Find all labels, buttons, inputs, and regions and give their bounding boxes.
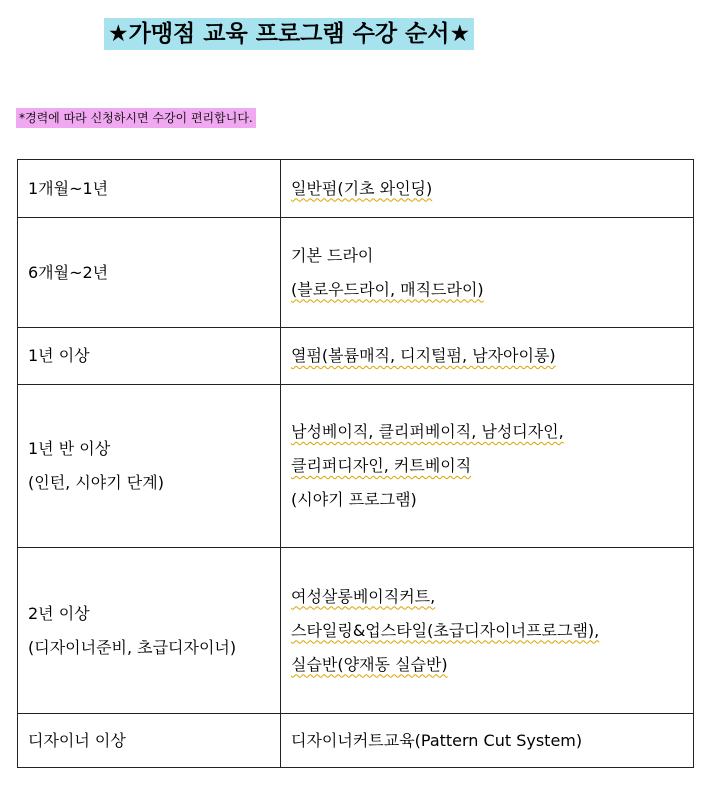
period-text: 6개월~2년 xyxy=(28,262,109,282)
period-cell xyxy=(18,328,281,385)
course-text: 클리퍼디자인, 커트베이직 xyxy=(291,456,472,475)
table-row xyxy=(18,218,694,328)
course-text: 일반펌(기초 와인딩) xyxy=(291,178,433,198)
course-text: (시야기 프로그램) xyxy=(291,490,417,509)
course-text: (블로우드라이, 매직드라이) xyxy=(291,279,484,299)
table-row xyxy=(18,385,694,548)
period-cell xyxy=(18,714,281,768)
course-cell xyxy=(281,714,694,768)
period-text: 2년 이상 xyxy=(28,603,90,623)
course-cell xyxy=(281,385,694,548)
period-cell xyxy=(18,160,281,218)
course-text: 스타일링&업스타일(초급디자이너프로그램), xyxy=(291,620,600,640)
table-row xyxy=(18,548,694,714)
curriculum-table xyxy=(17,159,694,768)
course-cell xyxy=(281,548,694,714)
course-cell xyxy=(281,328,694,385)
table-row xyxy=(18,714,694,768)
course-text: 남성베이직, 클리퍼베이직, 남성디자인, xyxy=(291,422,564,441)
course-text: 열펌(볼륨매직, 디지털펌, 남자아이롱) xyxy=(291,346,556,365)
course-text: 실습반(양재동 실습반) xyxy=(291,654,448,674)
table-row xyxy=(18,160,694,218)
period-cell xyxy=(18,548,281,714)
course-cell xyxy=(281,160,694,218)
table-row xyxy=(18,328,694,385)
page-title: ★가맹점 교육 프로그램 수강 순서★ xyxy=(104,18,474,50)
period-text: 1년 이상 xyxy=(28,346,90,365)
period-text: 1년 반 이상 xyxy=(28,439,111,458)
period-text: (디자이너준비, 초급디자이너) xyxy=(28,637,237,657)
period-text: 1개월~1년 xyxy=(28,178,109,198)
course-text: 기본 드라이 xyxy=(291,245,374,265)
period-text: 디자이너 이상 xyxy=(28,730,126,750)
period-cell xyxy=(18,218,281,328)
period-text: (인턴, 시야기 단계) xyxy=(28,473,164,492)
course-text: 디자이너커트교육(Pattern Cut System) xyxy=(291,730,583,750)
course-text: 여성살롱베이직커트, xyxy=(291,586,436,606)
period-cell xyxy=(18,385,281,548)
enrollment-note: *경력에 따라 신청하시면 수강이 편리합니다. xyxy=(16,108,256,128)
course-cell xyxy=(281,218,694,328)
